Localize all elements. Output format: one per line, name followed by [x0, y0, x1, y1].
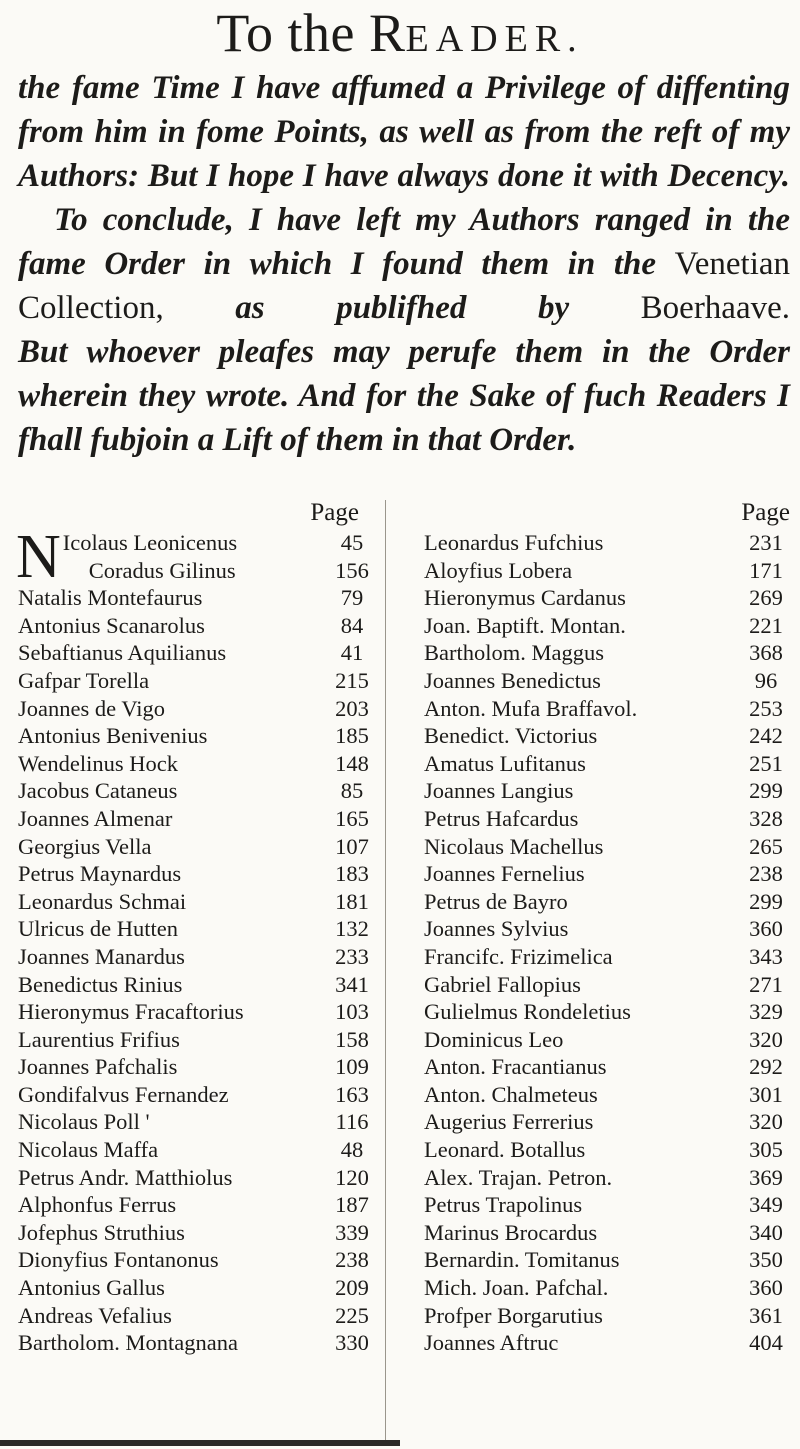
page-number: 404	[749, 1330, 783, 1356]
author-name: Francifc. Frizimelica	[424, 943, 613, 969]
author-name: Natalis Montefaurus	[18, 585, 203, 611]
list-item	[18, 1081, 373, 1109]
page-number: 251	[749, 750, 783, 776]
page-number: 368	[749, 640, 783, 666]
list-item	[18, 1026, 373, 1054]
list-item	[18, 1246, 373, 1274]
author-name: Amatus Lufitanus	[424, 750, 586, 776]
list-item	[424, 695, 790, 723]
left-author-column	[18, 497, 373, 1357]
intro-paragraph-2-text: To conclude, I have left my Authors ranged in the fame Order in which I found them in the	[18, 202, 790, 282]
list-item	[18, 1191, 373, 1219]
page-number: 187	[335, 1192, 369, 1218]
page-number: 328	[749, 805, 783, 831]
author-name: Ulricus de Hutten	[18, 916, 178, 942]
list-item	[424, 667, 790, 695]
list-item	[18, 612, 373, 640]
venetian-collection: Venetian Collection,	[18, 246, 791, 326]
right-author-list	[424, 529, 790, 1357]
drop-cap: N	[16, 523, 61, 591]
list-item	[424, 1246, 790, 1274]
list-item	[18, 915, 373, 943]
author-name: Wendelinus Hock	[18, 750, 179, 776]
author-name: Leonardus Fufchius	[424, 530, 604, 555]
author-name: Mich. Joan. Pafchal.	[424, 1275, 609, 1301]
list-item	[424, 557, 790, 585]
page-number: 221	[749, 612, 783, 638]
list-item	[18, 584, 373, 612]
list-item	[424, 529, 790, 557]
author-name: Nicolaus Machellus	[424, 833, 604, 859]
author-name: Jofephus Struthius	[18, 1219, 185, 1245]
author-name: Gabriel Fallopius	[424, 971, 581, 997]
list-item	[424, 1329, 790, 1357]
author-name: Joannes Fernelius	[424, 861, 585, 887]
page-number: 320	[749, 1109, 783, 1135]
page-number: 343	[749, 943, 783, 969]
page-number: 350	[749, 1247, 783, 1273]
list-item	[18, 1302, 373, 1330]
author-name: Alphonfus Ferrus	[18, 1192, 177, 1218]
author-name: Andreas Vefalius	[18, 1302, 172, 1328]
page-number: 340	[749, 1219, 783, 1245]
page-number: 181	[335, 888, 369, 914]
author-name: Dominicus Leo	[424, 1026, 564, 1052]
author-name: Coradus Gilinus	[88, 557, 236, 583]
list-item	[18, 998, 373, 1026]
list-item	[424, 805, 790, 833]
page-number: 107	[335, 833, 369, 859]
author-name: Profper Borgarutius	[424, 1302, 603, 1328]
list-item	[18, 667, 373, 695]
list-item	[424, 777, 790, 805]
list-item	[18, 805, 373, 833]
page-number: 171	[749, 557, 783, 583]
page-number: 225	[335, 1302, 369, 1328]
author-name: Laurentius Frifius	[18, 1026, 180, 1052]
list-item	[18, 1219, 373, 1247]
page-number: 320	[749, 1026, 783, 1052]
list-item	[424, 612, 790, 640]
list-item	[424, 639, 790, 667]
author-name: Hieronymus Cardanus	[424, 585, 626, 611]
list-item	[424, 971, 790, 999]
author-name: Dionyfius Fontanonus	[18, 1247, 219, 1273]
page-number: 299	[749, 888, 783, 914]
author-name: Petrus Maynardus	[18, 861, 182, 887]
author-name: Bartholom. Maggus	[424, 640, 604, 666]
page-number: 41	[340, 640, 364, 666]
list-item	[424, 888, 790, 916]
author-name: Benedict. Victorius	[424, 723, 598, 749]
page-number: 341	[335, 971, 369, 997]
author-name: Nicolaus Maffa	[18, 1137, 159, 1163]
author-name: Bartholom. Montagnana	[18, 1330, 238, 1356]
page-number: 203	[335, 695, 369, 721]
page-number: 292	[749, 1054, 783, 1080]
author-name: Bernardin. Tomitanus	[424, 1247, 620, 1273]
list-item	[18, 1108, 373, 1136]
page-number: 116	[335, 1109, 369, 1135]
list-item	[18, 1053, 373, 1081]
author-name: Joannes Pafchalis	[18, 1054, 178, 1080]
list-item	[18, 860, 373, 888]
running-header	[0, 2, 800, 64]
author-name: Joan. Baptift. Montan.	[424, 612, 626, 638]
page-number: 79	[340, 585, 364, 611]
author-name: Joannes Sylvius	[424, 916, 569, 942]
list-item	[18, 639, 373, 667]
page-number: 96	[754, 667, 778, 693]
page-number: 253	[749, 695, 783, 721]
author-name: Joannes Langius	[424, 778, 574, 804]
page-number: 215	[335, 667, 369, 693]
boerhaave-name: Boerhaave.	[640, 290, 790, 326]
page-number: 238	[749, 861, 783, 887]
author-name: Petrus Trapolinus	[424, 1192, 583, 1218]
page-number: 185	[335, 723, 369, 749]
list-item	[18, 1164, 373, 1192]
author-name: Leonard. Botallus	[424, 1137, 586, 1163]
list-item	[63, 529, 373, 557]
author-name: Joannes Benedictus	[424, 667, 601, 693]
list-item	[424, 1164, 790, 1192]
author-name: Anton. Fracantianus	[424, 1054, 607, 1080]
page-number: 103	[335, 999, 369, 1025]
list-item	[424, 1302, 790, 1330]
list-item	[424, 943, 790, 971]
page-number: 85	[340, 778, 364, 804]
author-name: Gulielmus Rondeletius	[424, 999, 631, 1025]
list-item	[424, 1219, 790, 1247]
author-name: Petrus Hafcardus	[424, 805, 579, 831]
page-number: 132	[335, 916, 369, 942]
list-item	[424, 860, 790, 888]
intro-paragraph-1: the fame Time I have affumed a Privilege of diffenting from him in fome Points, as well as from the reft of my Authors: But I hope I have always done it with Decency.	[18, 70, 790, 194]
page-number: 231	[749, 530, 783, 555]
list-item	[18, 971, 373, 999]
author-name: Sebaftianus Aquilianus	[18, 640, 227, 666]
author-name: Petrus Andr. Matthiolus	[18, 1164, 233, 1190]
author-name: Antonius Scanarolus	[18, 612, 205, 638]
list-item	[424, 584, 790, 612]
list-item	[18, 1329, 373, 1357]
list-item	[63, 557, 373, 585]
page-number: 120	[335, 1164, 369, 1190]
author-name: Leonardus Schmai	[18, 888, 187, 914]
list-item	[424, 1191, 790, 1219]
page-number: 301	[749, 1081, 783, 1107]
list-item	[18, 722, 373, 750]
page-number: 305	[749, 1137, 783, 1163]
list-item	[18, 1136, 373, 1164]
list-item	[18, 833, 373, 861]
author-name: Joannes de Vigo	[18, 695, 165, 721]
page-number: 158	[335, 1026, 369, 1052]
author-name: Marinus Brocardus	[424, 1219, 598, 1245]
page-number: 156	[335, 557, 369, 583]
page-number: 242	[749, 723, 783, 749]
column-divider	[385, 500, 386, 1440]
list-item	[18, 888, 373, 916]
page-number: 48	[340, 1137, 364, 1163]
list-item	[18, 695, 373, 723]
page-number: 349	[749, 1192, 783, 1218]
list-item	[424, 722, 790, 750]
published-by: as publifhed by	[163, 290, 641, 326]
author-name: Benedictus Rinius	[18, 971, 183, 997]
list-item	[424, 998, 790, 1026]
author-name: Georgius Vella	[18, 833, 152, 859]
author-name: Icolaus Leonicenus	[62, 530, 238, 555]
list-item	[424, 1274, 790, 1302]
first-entry-block	[16, 523, 373, 591]
author-name: Joannes Aftruc	[424, 1330, 559, 1356]
list-item	[424, 1108, 790, 1136]
list-item	[424, 1053, 790, 1081]
list-item	[18, 777, 373, 805]
page-number: 233	[335, 943, 369, 969]
author-name: Anton. Mufa Braffavol.	[424, 695, 638, 721]
left-author-list	[18, 584, 373, 1357]
intro-paragraph-2	[18, 198, 790, 330]
page-number: 339	[335, 1219, 369, 1245]
header-initial: R	[369, 3, 406, 63]
list-item	[424, 1081, 790, 1109]
list-item	[424, 750, 790, 778]
bottom-rule	[0, 1440, 400, 1446]
page-number: 299	[749, 778, 783, 804]
author-name: Gondifalvus Fernandez	[18, 1081, 229, 1107]
author-name: Alex. Trajan. Petron.	[424, 1164, 613, 1190]
page-number: 165	[335, 805, 369, 831]
intro-paragraph-3: But whoever pleafes may perufe them in the Order wherein they wrote. And for the Sake of fuch Readers I fhall fubjoin a Lift of them in that Order.	[18, 334, 790, 458]
author-name: Augerius Ferrerius	[424, 1109, 594, 1135]
author-name: Gafpar Torella	[18, 667, 150, 693]
page-number: 329	[749, 999, 783, 1025]
author-name: Anton. Chalmeteus	[424, 1081, 598, 1107]
list-item	[18, 943, 373, 971]
author-name: Jacobus Cataneus	[18, 778, 178, 804]
author-name: Joannes Almenar	[18, 805, 173, 831]
page-number: 238	[335, 1247, 369, 1273]
list-item	[424, 1136, 790, 1164]
list-item	[424, 833, 790, 861]
author-name: Antonius Gallus	[18, 1275, 165, 1301]
author-name: Joannes Manardus	[18, 943, 185, 969]
page-number: 269	[749, 585, 783, 611]
page-number: 330	[335, 1330, 369, 1356]
page-number: 265	[749, 833, 783, 859]
page-number: 84	[340, 612, 364, 638]
header-prefix: To the	[216, 3, 369, 63]
page-number: 369	[749, 1164, 783, 1190]
page-number: 183	[335, 861, 369, 887]
page-number: 163	[335, 1081, 369, 1107]
left-page-heading: Page	[310, 499, 359, 526]
page-number: 361	[749, 1302, 783, 1328]
header-rest: EADER.	[405, 18, 584, 60]
page-number: 360	[749, 916, 783, 942]
page-number: 360	[749, 1275, 783, 1301]
intro-text	[18, 66, 790, 462]
page-number: 209	[335, 1275, 369, 1301]
page-number: 109	[335, 1054, 369, 1080]
page-number: 271	[749, 971, 783, 997]
list-item	[424, 1026, 790, 1054]
list-item	[424, 915, 790, 943]
right-author-column	[424, 497, 790, 1357]
author-name: Nicolaus Poll '	[18, 1109, 150, 1135]
right-page-heading: Page	[741, 499, 790, 526]
list-item	[18, 750, 373, 778]
list-item	[18, 1274, 373, 1302]
page-number: 148	[335, 750, 369, 776]
page-number: 45	[340, 530, 364, 555]
author-name: Petrus de Bayro	[424, 888, 568, 914]
author-name: Aloyfius Lobera	[424, 557, 573, 583]
author-name: Hieronymus Fracaftorius	[18, 999, 244, 1025]
author-name: Antonius Benivenius	[18, 723, 208, 749]
